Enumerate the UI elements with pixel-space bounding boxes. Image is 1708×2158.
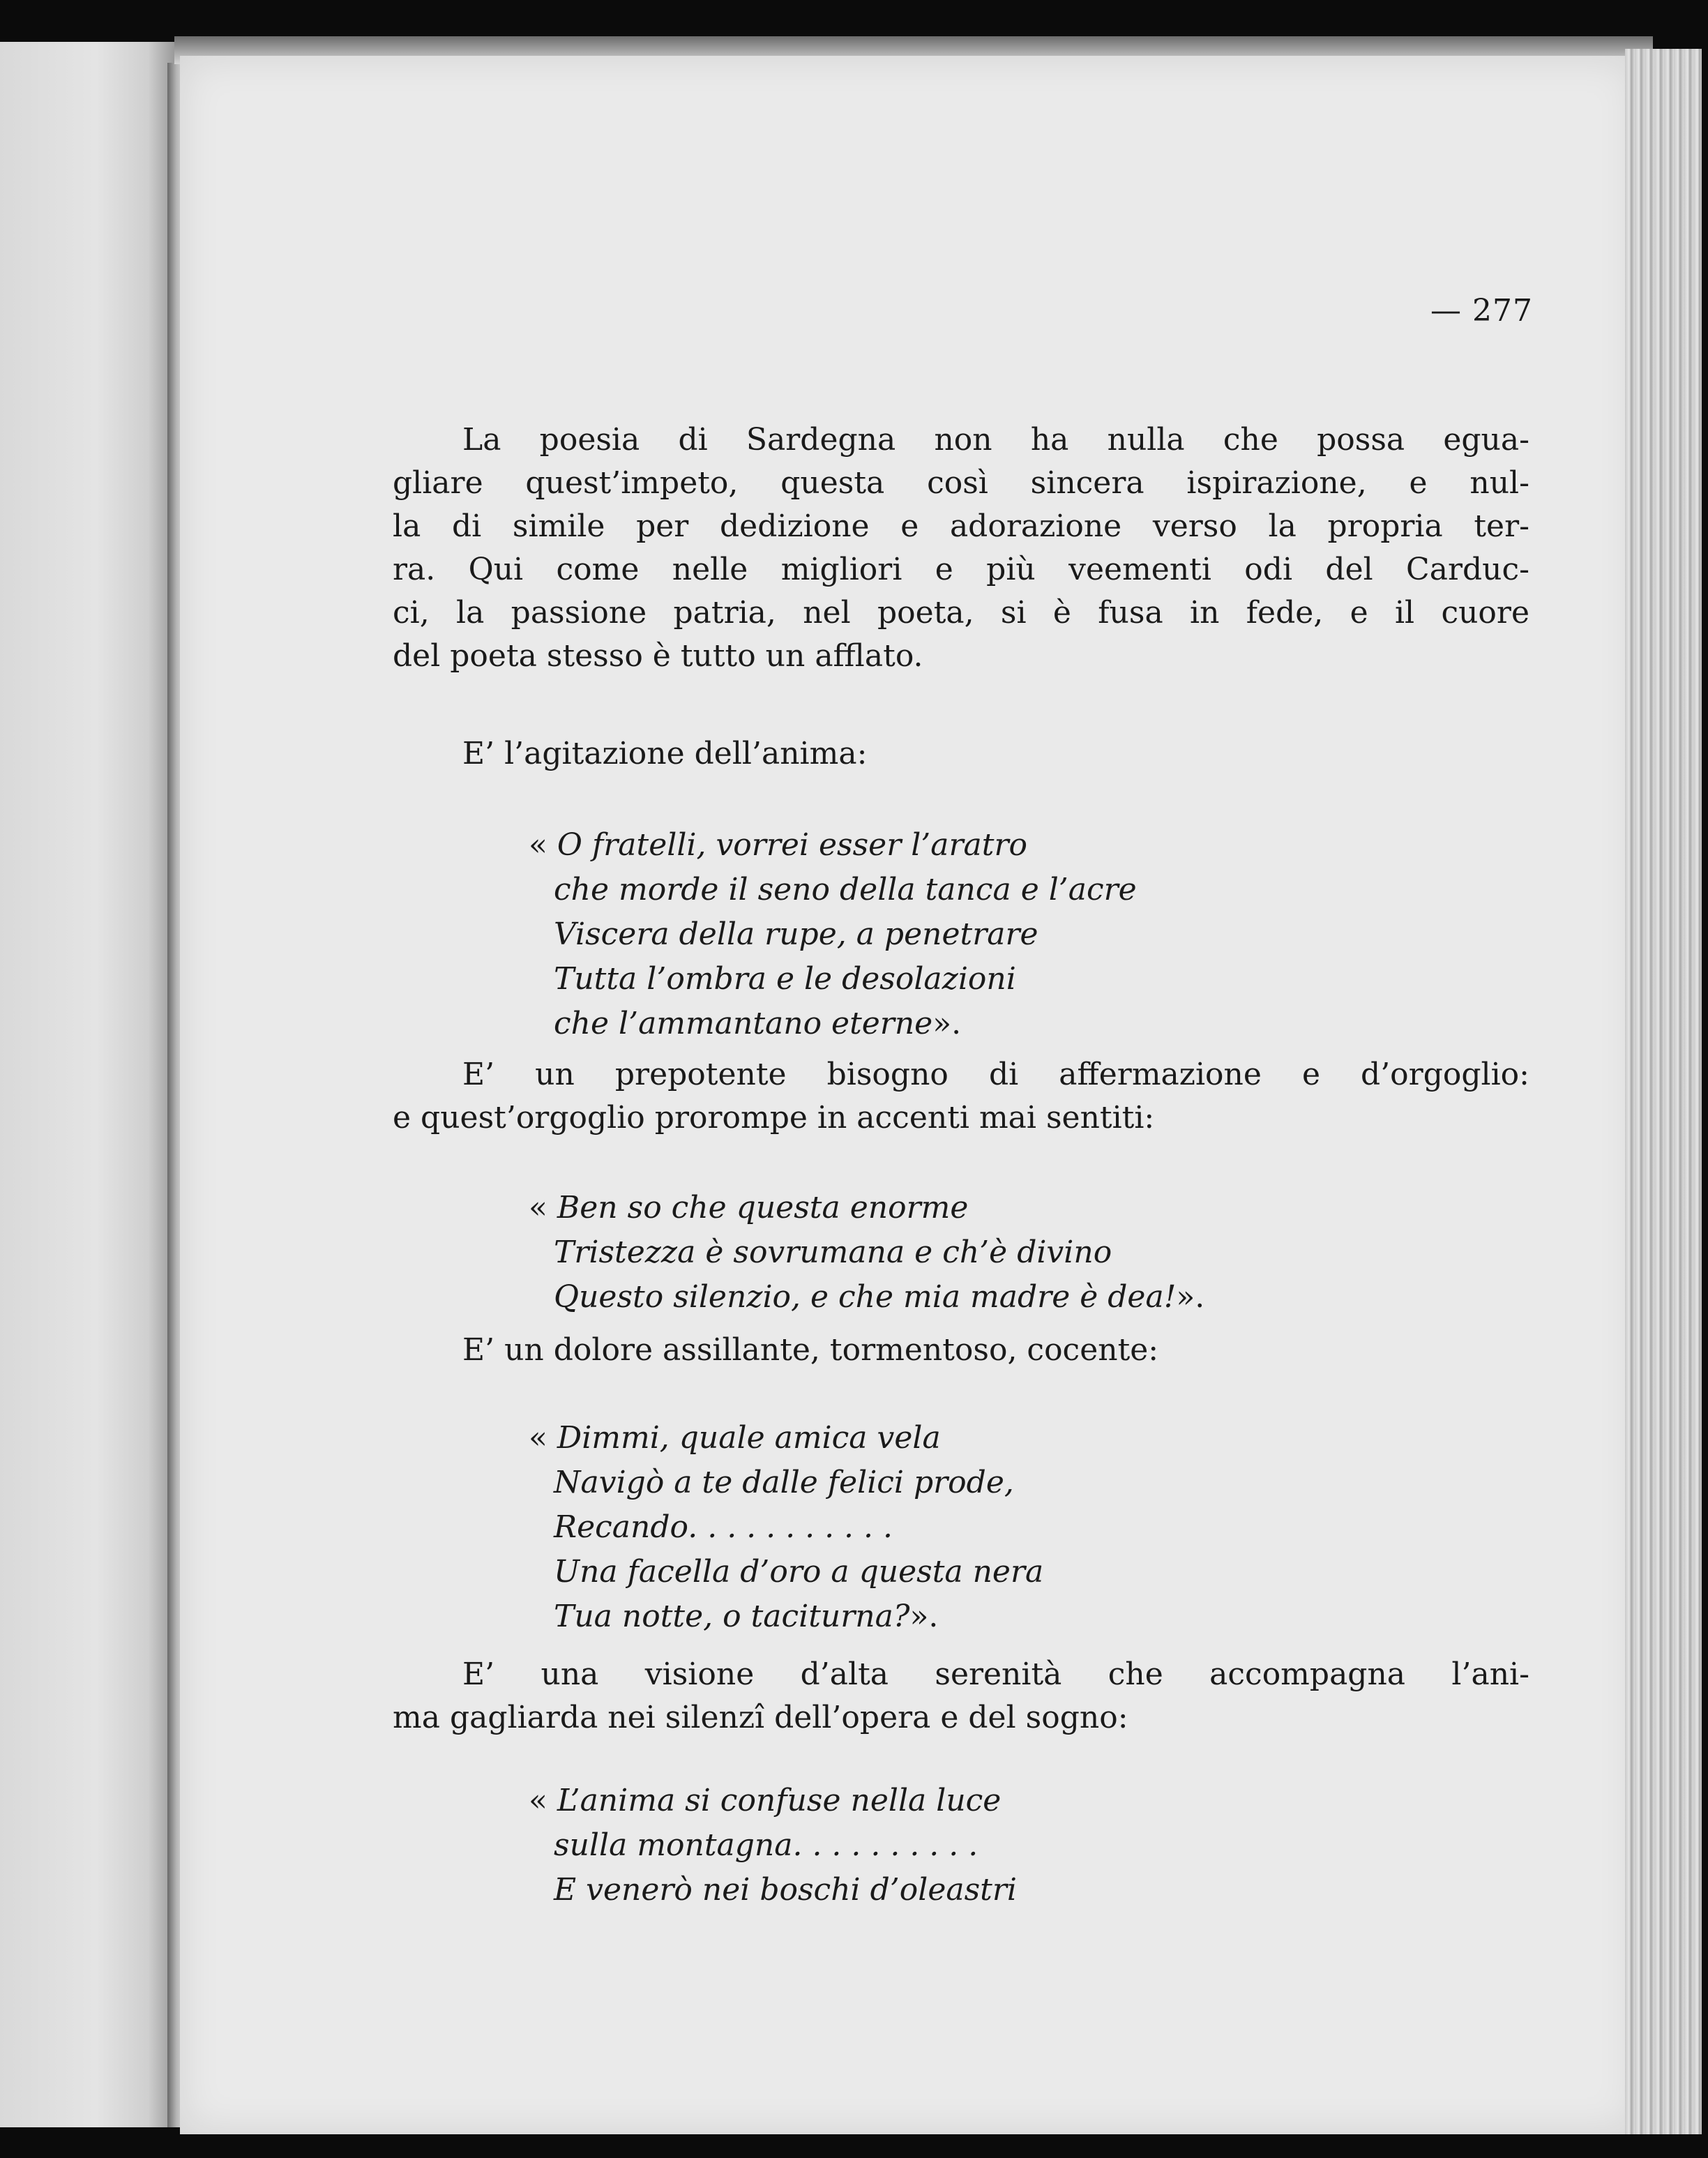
verse-line: sulla montagna. . . . . . . . . . bbox=[554, 1827, 978, 1863]
verse-line: che morde il seno della tanca e l’acre bbox=[554, 872, 1137, 907]
verse-line: Una facella d’oro a questa nera bbox=[554, 1554, 1044, 1590]
verse-line: L’anima si confuse nella luce bbox=[557, 1783, 1002, 1818]
text-line: gliare quest’impeto, questa così sincera ispirazione, e nul- bbox=[393, 465, 1529, 501]
verse-line: E venerò nei boschi d’oleastri bbox=[554, 1872, 1017, 1908]
verse-quote-1 bbox=[529, 823, 1366, 1046]
text-line: E’ un prepotente bisogno di affermazione e d’orgoglio: bbox=[462, 1057, 1529, 1092]
page-text-area bbox=[180, 56, 1638, 2134]
verse-line: che l’ammantano eterne bbox=[554, 1006, 933, 1041]
text-line: E’ l’agitazione dell’anima: bbox=[462, 736, 868, 771]
text-line: ra. Qui come nelle migliori e più veementi odi del Carduc- bbox=[393, 552, 1529, 587]
previous-page-edge bbox=[0, 42, 174, 2127]
paragraph-4 bbox=[393, 1329, 1529, 1372]
text-line: E’ un dolore assillante, tormentoso, cocente: bbox=[462, 1332, 1159, 1368]
text-line: del poeta stesso è tutto un afflato. bbox=[393, 638, 923, 674]
verse-quote-4 bbox=[529, 1779, 1366, 1912]
verse-line: Tua notte, o taciturna? bbox=[554, 1599, 910, 1634]
text-line: e quest’orgoglio prorompe in accenti mai sentiti: bbox=[393, 1100, 1155, 1135]
verse-line: Tristezza è sovrumana e ch’è divino bbox=[554, 1235, 1112, 1270]
verse-quote-3 bbox=[529, 1416, 1366, 1639]
verse-line: Tutta l’ombra e le desolazioni bbox=[554, 961, 1016, 997]
text-line: ci, la passione patria, nel poeta, si è fusa in fede, e il cuore bbox=[393, 595, 1529, 631]
text-line: La poesia di Sardegna non ha nulla che possa egua- bbox=[462, 422, 1529, 458]
opening-quote: « bbox=[529, 1783, 547, 1818]
paragraph-1 bbox=[393, 418, 1529, 678]
text-line: la di simile per dedizione e adorazione verso la propria ter- bbox=[393, 508, 1529, 544]
closing-quote: ». bbox=[1176, 1279, 1205, 1315]
verse-line: Viscera della rupe, a penetrare bbox=[554, 916, 1038, 952]
paragraph-2 bbox=[393, 732, 1529, 776]
verse-line: Questo silenzio, e che mia madre è dea! bbox=[554, 1279, 1177, 1315]
text-line: ma gagliarda nei silenzî dell’opera e del sogno: bbox=[393, 1700, 1128, 1735]
closing-quote: ». bbox=[909, 1599, 939, 1634]
verse-line: Dimmi, quale amica vela bbox=[557, 1420, 941, 1456]
verse-quote-2 bbox=[529, 1186, 1366, 1320]
paragraph-5 bbox=[393, 1653, 1529, 1740]
opening-quote: « bbox=[529, 827, 547, 863]
verse-line: Navigò a te dalle felici prode, bbox=[554, 1465, 1014, 1500]
verse-line: Ben so che questa enorme bbox=[557, 1190, 969, 1225]
paragraph-3 bbox=[393, 1053, 1529, 1140]
opening-quote: « bbox=[529, 1420, 547, 1456]
verse-line: Recando. . . . . . . . . . . bbox=[554, 1509, 893, 1545]
closing-quote: ». bbox=[932, 1006, 962, 1041]
verse-line: O fratelli, vorrei esser l’aratro bbox=[557, 827, 1027, 863]
opening-quote: « bbox=[529, 1190, 547, 1225]
text-line: E’ una visione d’alta serenità che accompagna l’ani- bbox=[462, 1657, 1529, 1692]
page-number: — 277 bbox=[1430, 293, 1533, 329]
